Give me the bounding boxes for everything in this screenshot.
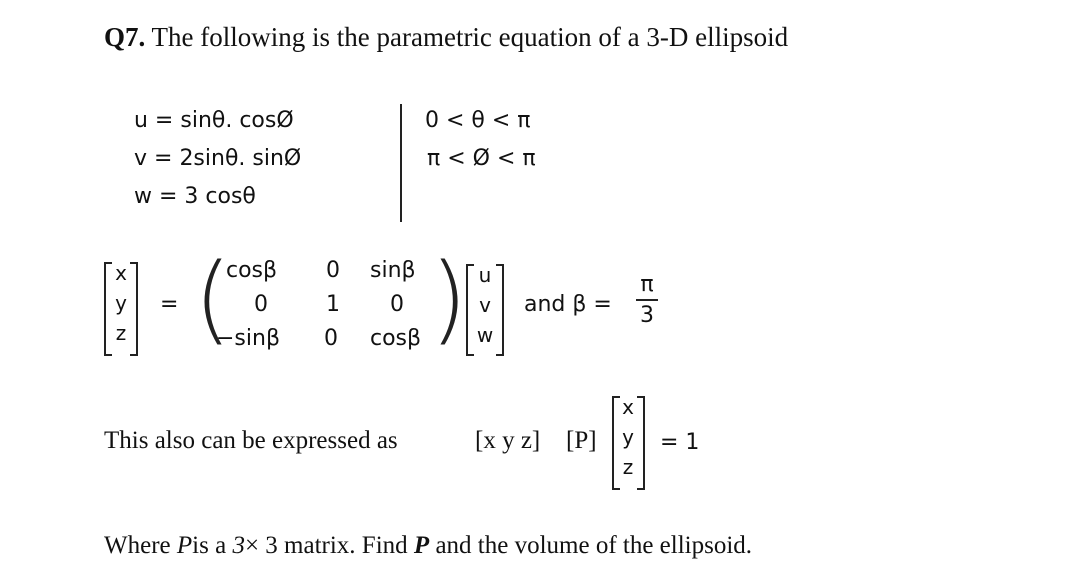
rhs-bracket-left	[466, 264, 474, 356]
beta-numerator: π	[640, 272, 654, 297]
matrix-cell-2-0: −sinβ	[216, 326, 280, 351]
result-equals-one: = 1	[660, 430, 700, 455]
rhs-w: w	[476, 323, 494, 347]
dim-three: 3	[232, 532, 245, 559]
matrix-paren-left: (	[194, 243, 232, 355]
question-number: Q7.	[104, 22, 146, 52]
equals-sign: =	[160, 292, 179, 317]
lhs-x: x	[115, 261, 127, 285]
col-vector	[619, 396, 637, 478]
beta-fraction	[636, 272, 658, 328]
col-y: y	[622, 425, 634, 449]
lhs-bracket-left	[104, 262, 112, 356]
rhs-u: u	[478, 263, 492, 287]
equation-v: v = 2sinθ. sinØ	[134, 146, 302, 171]
p-italic-1: P	[176, 532, 193, 559]
and-beta-label: and β =	[524, 292, 612, 317]
rhs-v: v	[479, 293, 491, 317]
beta-denominator: 3	[640, 302, 654, 328]
equation-u: u = sinθ. cosØ	[134, 108, 294, 133]
question-text: The following is the parametric equation of a 3-D ellipsoid	[151, 22, 789, 52]
divider-line	[400, 104, 402, 222]
rest-text: and the volume of the ellipsoid.	[435, 532, 753, 559]
matrix-cell-0-1: 0	[326, 258, 340, 283]
times-text: × 3 matrix. Find	[244, 532, 408, 559]
is-a-text: is a	[192, 532, 227, 559]
matrix-cell-0-2: sinβ	[370, 258, 416, 283]
expression-text: This also can be expressed as	[104, 427, 398, 454]
matrix-cell-1-0: 0	[254, 292, 268, 317]
matrix-cell-2-2: cosβ	[370, 326, 422, 351]
lhs-y: y	[115, 291, 127, 315]
fraction-bar	[636, 299, 658, 301]
matrix-cell-1-1: 1	[326, 292, 340, 317]
lhs-z: z	[115, 321, 127, 345]
p-matrix: [P]	[566, 427, 597, 454]
col-bracket-right	[637, 396, 645, 490]
range-phi: π < Ø < π	[427, 146, 536, 171]
expression-line	[104, 427, 398, 455]
lhs-vector	[112, 262, 130, 344]
final-line	[104, 532, 752, 560]
matrix-cell-0-0: cosβ	[226, 258, 278, 283]
rhs-vector	[474, 264, 496, 346]
rhs-bracket-right	[496, 264, 504, 356]
matrix-cell-1-2: 0	[390, 292, 404, 317]
col-z: z	[622, 455, 634, 479]
equation-w: w = 3 cosθ	[134, 184, 256, 209]
question-title	[104, 22, 788, 53]
range-theta: 0 < θ < π	[425, 108, 531, 133]
where-word: Where	[104, 532, 171, 559]
p-italic-2: P	[413, 532, 430, 559]
lhs-bracket-right	[130, 262, 138, 356]
col-x: x	[622, 395, 634, 419]
row-vector: [x y z]	[475, 427, 541, 454]
matrix-cell-2-1: 0	[324, 326, 338, 351]
matrix-paren-right: )	[430, 243, 468, 355]
